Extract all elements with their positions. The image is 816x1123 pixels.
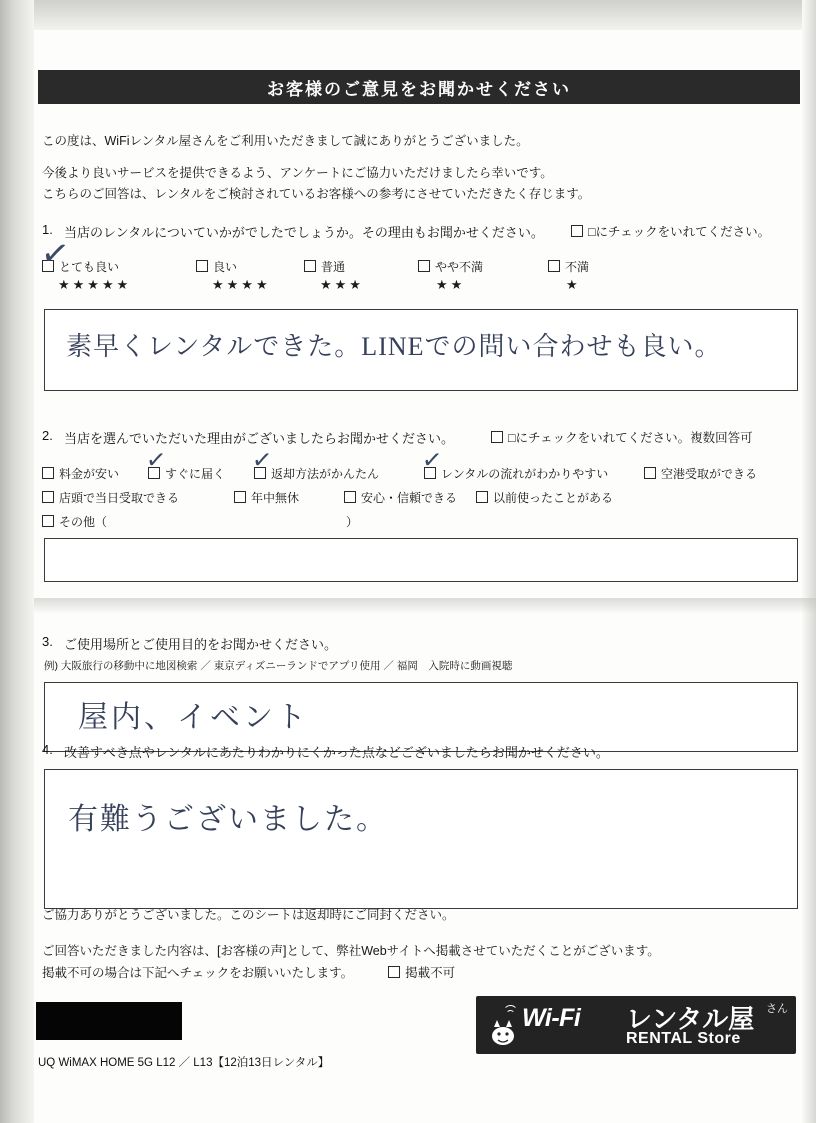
q1-stars-very-good: ★★★★★	[58, 277, 132, 292]
q1-stars-somewhat-unsatisfied: ★★	[436, 277, 466, 292]
q1-number: 1.	[42, 222, 53, 237]
q1-handwritten-check: ✓	[38, 234, 72, 275]
checkbox-icon[interactable]	[548, 260, 560, 272]
q4-answer-box[interactable]	[44, 769, 798, 909]
page-title: お客様のご意見をお聞かせください	[38, 70, 800, 104]
q1-instruction-checkbox-icon	[571, 225, 583, 237]
q1-option-somewhat-unsatisfied[interactable]: やや不満	[418, 258, 483, 275]
q2-option-trustworthy[interactable]: 安心・信頼できる	[344, 489, 457, 506]
q1-stars-normal: ★★★	[320, 277, 364, 292]
q2-option-easy-return[interactable]: 返却方法がかんたん	[254, 465, 379, 482]
q3-answer-handwriting: 屋内、イベント	[78, 701, 309, 734]
q2-option-used-before[interactable]: 以前使ったことがある	[476, 489, 613, 506]
q1-option-good[interactable]: 良い	[196, 258, 237, 275]
wifi-wave-icon	[503, 1005, 518, 1020]
q2-check-easy-return: ✓	[250, 447, 274, 475]
closing-thanks: ご協力ありがとうございました。このシートは返却時にご同封ください。	[42, 908, 455, 922]
q2-instruction-checkbox-icon	[491, 431, 503, 443]
logo-rental-en-text: RENTAL Store	[626, 1030, 741, 1047]
logo-san-text: さん	[766, 1003, 788, 1015]
intro-line-3: こちらのご回答は、レンタルをご検討されているお客様への参考にさせていただきたく存じます。	[42, 187, 591, 201]
checkbox-icon[interactable]	[476, 491, 488, 503]
q2-option-airport-pickup[interactable]: 空港受取ができる	[644, 465, 757, 482]
mascot-icon	[486, 1016, 520, 1046]
q2-option-open-all-year[interactable]: 年中無休	[234, 489, 299, 506]
scan-shadow-left	[0, 0, 34, 1123]
q1-stars-unsatisfied: ★	[566, 277, 581, 292]
q3-number: 3.	[42, 634, 53, 649]
q1-text: 当店のレンタルについていかがでしたでしょうか。その理由もお聞かせください。	[64, 225, 544, 240]
q3-text: ご使用場所とご使用目的をお聞かせください。	[64, 637, 338, 652]
q2-option-other[interactable]: その他（	[42, 513, 107, 530]
q4-answer-handwriting: 有難うございました。	[68, 803, 388, 836]
q3-example: 例) 大阪旅行の移動中に地図検索 ／ 東京ディズニーランドでアプリ使用 ／ 福岡 入院時に動画視聴	[44, 660, 513, 672]
scan-shadow-top	[0, 0, 816, 30]
intro-line-2: 今後より良いサービスを提供できるよう、アンケートにご協力いただけましたら幸いです。	[42, 166, 553, 180]
q2-text: 当店を選んでいただいた理由がございましたらお聞かせください。	[64, 431, 455, 446]
device-code: UQ WiMAX HOME 5G L12 ／ L13【12泊13日レンタル】	[38, 1057, 330, 1069]
scan-shadow-right	[802, 0, 816, 1123]
checkbox-icon[interactable]	[254, 467, 266, 479]
q2-instruction: □にチェックをいれてください。複数回答可	[491, 429, 753, 447]
redaction-block	[36, 1002, 182, 1040]
q1-instruction: □にチェックをいれてください。	[571, 223, 770, 241]
q2-option-store-sameday[interactable]: 店頭で当日受取できる	[42, 489, 179, 506]
q2-option-cheap[interactable]: 料金が安い	[42, 465, 119, 482]
checkbox-icon[interactable]	[42, 515, 54, 527]
q1-stars-good: ★★★★	[212, 277, 271, 292]
q1-answer-handwriting: 素早くレンタルできた。LINEでの問い合わせも良い。	[66, 332, 722, 361]
q2-answer-box[interactable]	[44, 538, 798, 582]
survey-page	[36, 34, 804, 1100]
q2-check-clear-flow: ✓	[420, 447, 444, 475]
q2-option-fast-delivery[interactable]: すぐに届く	[148, 465, 225, 482]
closing-notice-line-2: 掲載不可の場合は下記へチェックをお願いいたします。 掲載不可	[42, 966, 456, 980]
logo-wifi-text: Wi-Fi	[522, 1004, 581, 1032]
closing-notice-line-1: ご回答いただきました内容は、[お客様の声]として、弊社Webサイトへ掲載させていただくことがございます。	[42, 944, 660, 958]
intro-line-1: この度は、WiFiレンタル屋さんをご利用いただきまして誠にありがとうございました。	[42, 134, 529, 148]
checkbox-icon[interactable]	[344, 491, 356, 503]
checkbox-icon[interactable]	[234, 491, 246, 503]
checkbox-icon[interactable]	[418, 260, 430, 272]
logo-rental-jp-text: レンタル屋	[626, 1004, 755, 1034]
q1-option-very-good[interactable]: とても良い	[42, 258, 119, 275]
q2-option-other-close: ）	[346, 515, 359, 529]
no-publish-checkbox-icon[interactable]	[388, 966, 400, 978]
q4-text: 改善すべき点やレンタルにあたりわかりにくかった点などございましたらお聞かせください。	[64, 745, 609, 760]
checkbox-icon[interactable]	[42, 260, 54, 272]
checkbox-icon[interactable]	[196, 260, 208, 272]
q2-option-clear-flow[interactable]: レンタルの流れがわかりやすい	[424, 465, 608, 482]
checkbox-icon[interactable]	[644, 467, 656, 479]
q2-number: 2.	[42, 428, 53, 443]
q2-check-fast-delivery: ✓	[144, 447, 168, 475]
q1-option-unsatisfied[interactable]: 不満	[548, 258, 589, 275]
checkbox-icon[interactable]	[424, 467, 436, 479]
company-logo	[476, 996, 796, 1054]
checkbox-icon[interactable]	[42, 491, 54, 503]
checkbox-icon[interactable]	[148, 467, 160, 479]
checkbox-icon[interactable]	[304, 260, 316, 272]
q1-option-normal[interactable]: 普通	[304, 258, 345, 275]
checkbox-icon[interactable]	[42, 467, 54, 479]
q4-number: 4.	[42, 742, 53, 757]
